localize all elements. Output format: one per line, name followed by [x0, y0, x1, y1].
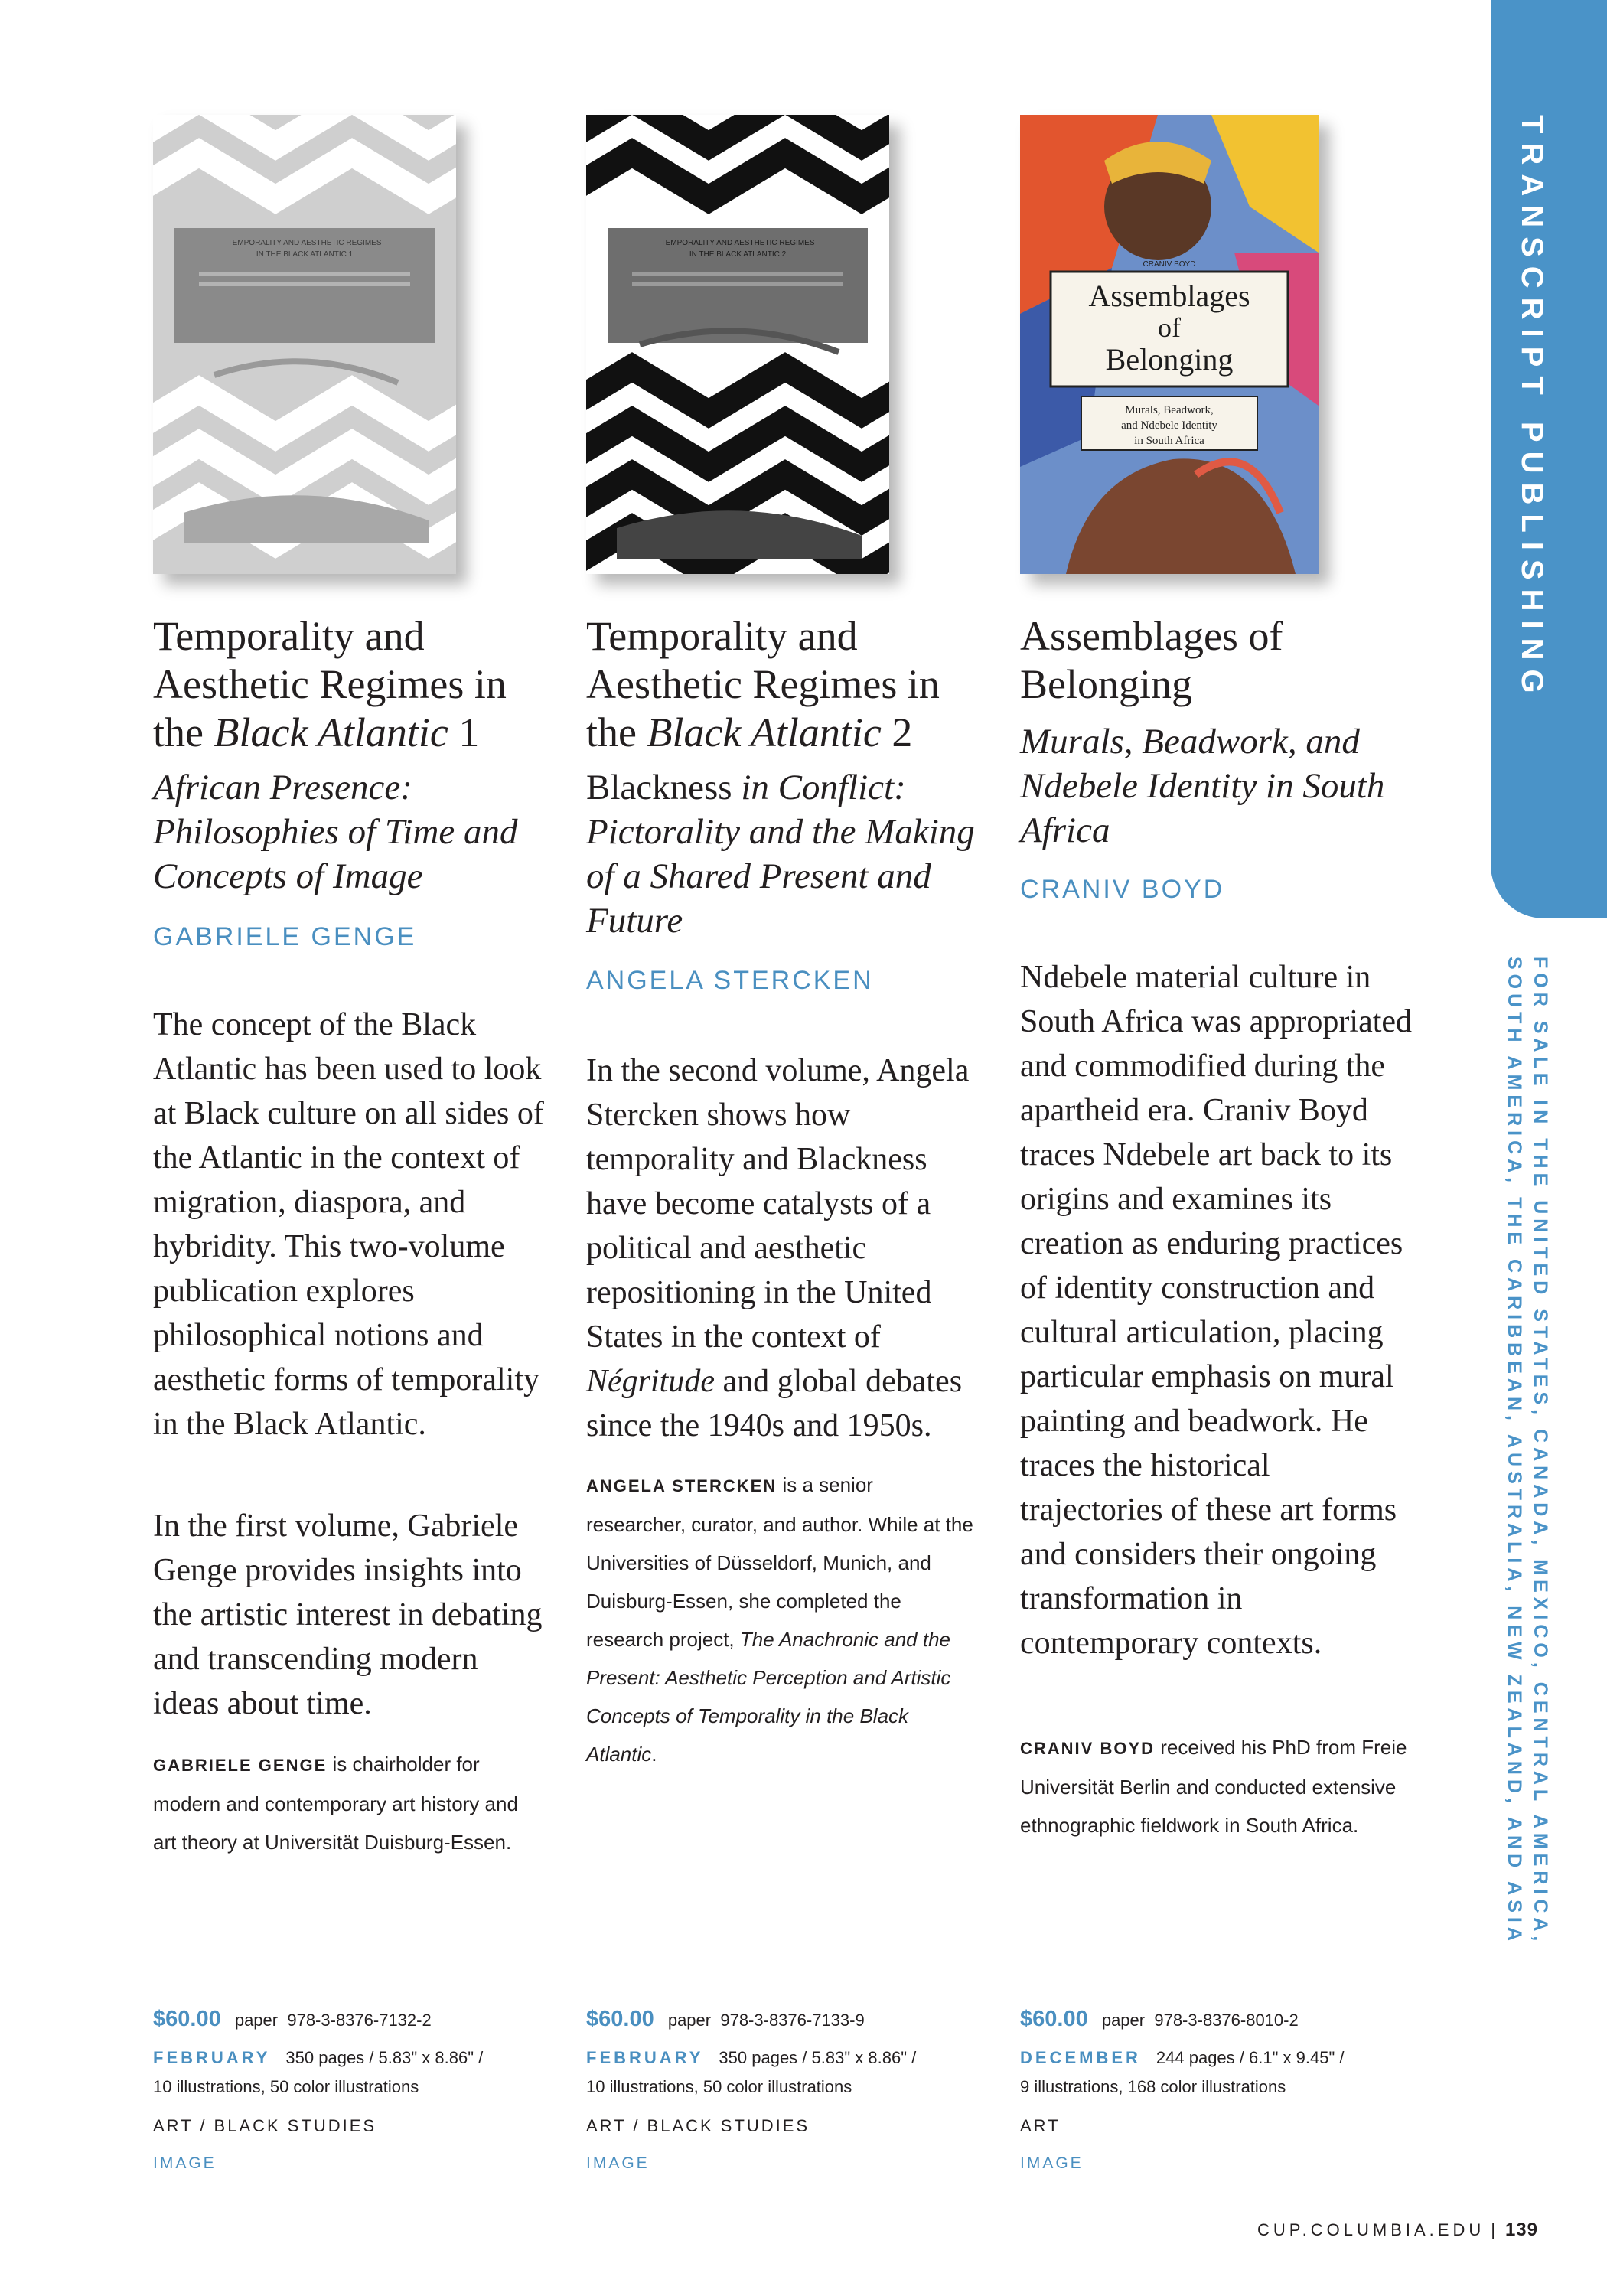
isbn: 978-3-8376-7133-9	[720, 2011, 865, 2030]
cover-image	[586, 115, 889, 574]
price: $60.00	[153, 2007, 221, 2031]
illustrations: 10 illustrations, 50 color illustrations	[153, 2077, 419, 2096]
format: paper	[667, 2011, 712, 2030]
format: paper	[1101, 2011, 1146, 2030]
cover-image	[1020, 115, 1319, 574]
cover-series-line: TEMPORALITY AND AESTHETIC REGIMES	[660, 239, 815, 247]
specs	[153, 2043, 551, 2102]
author-bio: ANGELA STERCKEN is a senior researcher, curator, and author. While at the Universities of Düsseldorf, Munich, and Duisburg-Essen, she completed the research project, The Anachronic and the Present: Aesthetic Perception and Artistic Concepts of Temporality in the Black Atlantic.	[586, 1473, 973, 1766]
cover-image	[153, 115, 456, 574]
book-description: Ndebele material culture in South Africa was appropriated and commodified during the apartheid era. Craniv Boyd traces Ndebele art back to its origins and examines its creation as enduring practices of identity construction and cultural articulation, placing particular emphasis on mural painting and beadwork. He traces the historical trajectories of these art forms and considers their ongoing transformation in contemporary contexts.	[1020, 960, 1413, 1661]
illustrations: 9 illustrations, 168 color illustrations	[1020, 2077, 1286, 2096]
cover-series-line: TEMPORALITY AND AESTHETIC REGIMES	[227, 239, 382, 247]
imprint: IMAGE	[153, 2154, 217, 2172]
format: paper	[234, 2011, 279, 2030]
subject: ART / BLACK STUDIES	[153, 2116, 377, 2135]
book-author: GABRIELE GENGE	[153, 922, 417, 951]
book-subtitle: Blackness in Conflict: Pictorality and the Making of a Shared Present and Future	[586, 768, 975, 941]
isbn: 978-3-8376-8010-2	[1154, 2011, 1299, 2030]
book-description: The concept of the Black Atlantic has been used to look at Black culture on all sides of the Atlantic in the context of migration, diaspora, and hybridity. This two-volume publication explores philosophical notions and aesthetic forms of temporality in the Black Atlantic.	[153, 1007, 544, 1442]
cover-sub-2: and Ndebele Identity	[1121, 419, 1217, 432]
book-cover-3[interactable]	[1020, 115, 1319, 574]
subject: ART / BLACK STUDIES	[586, 2116, 810, 2135]
price: $60.00	[586, 2007, 654, 2031]
cover-series-line-2: IN THE BLACK ATLANTIC 1	[256, 250, 354, 259]
footer-site-link[interactable]: CUP.COLUMBIA.EDU	[1257, 2220, 1485, 2239]
book-cover-2[interactable]	[586, 115, 889, 574]
cover-sub-3: in South Africa	[1134, 435, 1204, 447]
book-description-2: In the first volume, Gabriele Genge provides insights into the artistic interest in debating and transcending modern ideas about time.	[153, 1508, 543, 1721]
subject: ART	[1020, 2116, 1061, 2135]
isbn: 978-3-8376-7132-2	[287, 2011, 432, 2030]
book-title: Temporality and Aesthetic Regimes in the Black Atlantic 1	[153, 613, 507, 755]
imprint: IMAGE	[586, 2154, 650, 2172]
cover-title-2: of	[1158, 312, 1181, 343]
publisher-tab-label: TRANSCRIPT PUBLISHING	[1515, 115, 1549, 703]
cover-sub-1: Murals, Beadwork,	[1125, 404, 1214, 416]
pages: 350 pages / 5.83" x 8.86" /	[719, 2048, 917, 2067]
footer-separator: |	[1491, 2220, 1499, 2239]
specs	[586, 2043, 984, 2102]
pages: 244 pages / 6.1" x 9.45" /	[1156, 2048, 1345, 2067]
book-author: ANGELA STERCKEN	[586, 966, 874, 995]
cover-title-1: Assemblages	[1088, 279, 1250, 313]
specs	[1020, 2043, 1418, 2102]
cover-author: CRANIV BOYD	[1143, 260, 1196, 269]
cover-title-3: Belonging	[1105, 342, 1234, 377]
book-author: CRANIV BOYD	[1020, 875, 1225, 904]
pub-month: FEBRUARY	[153, 2048, 271, 2067]
book-title: Temporality and Aesthetic Regimes in the Black Atlantic 2	[586, 613, 940, 755]
pub-month: DECEMBER	[1020, 2048, 1141, 2067]
pages: 350 pages / 5.83" x 8.86" /	[285, 2048, 484, 2067]
author-bio: CRANIV BOYD received his PhD from Freie Universität Berlin and conducted extensive ethnographic fieldwork in South Africa.	[1020, 1736, 1407, 1837]
book-cover-1[interactable]	[153, 115, 456, 574]
sales-territory-note: FOR SALE IN THE UNITED STATES, CANADA, MEXICO, CENTRAL AMERICA, SOUTH AMERICA, THE CARIBBEAN, AUSTRALIA, NEW ZEALAND, AND ASIA	[1504, 957, 1551, 1946]
illustrations: 10 illustrations, 50 color illustrations	[586, 2077, 852, 2096]
author-bio: GABRIELE GENGE is chairholder for modern and contemporary art history and art theory at Universität Duisburg-Essen.	[153, 1753, 518, 1854]
price: $60.00	[1020, 2007, 1088, 2031]
page-footer	[1257, 2219, 1538, 2241]
publisher-tab	[1491, 0, 1607, 918]
page-number: 139	[1504, 2219, 1538, 2240]
book-title: Assemblages of Belonging	[1020, 613, 1283, 707]
cover-series-line-2: IN THE BLACK ATLANTIC 2	[689, 250, 787, 259]
book-subtitle: Murals, Beadwork, and Ndebele Identity in South Africa	[1020, 722, 1385, 850]
book-subtitle: African Presence: Philosophies of Time and Concepts of Image	[153, 768, 518, 896]
book-description: In the second volume, Angela Stercken shows how temporality and Blackness have become catalysts of a political and aesthetic repositioning in the United States in the context of Négritude and global debates since the 1940s and 1950s.	[586, 1053, 970, 1443]
pub-month: FEBRUARY	[586, 2048, 704, 2067]
imprint: IMAGE	[1020, 2154, 1084, 2172]
